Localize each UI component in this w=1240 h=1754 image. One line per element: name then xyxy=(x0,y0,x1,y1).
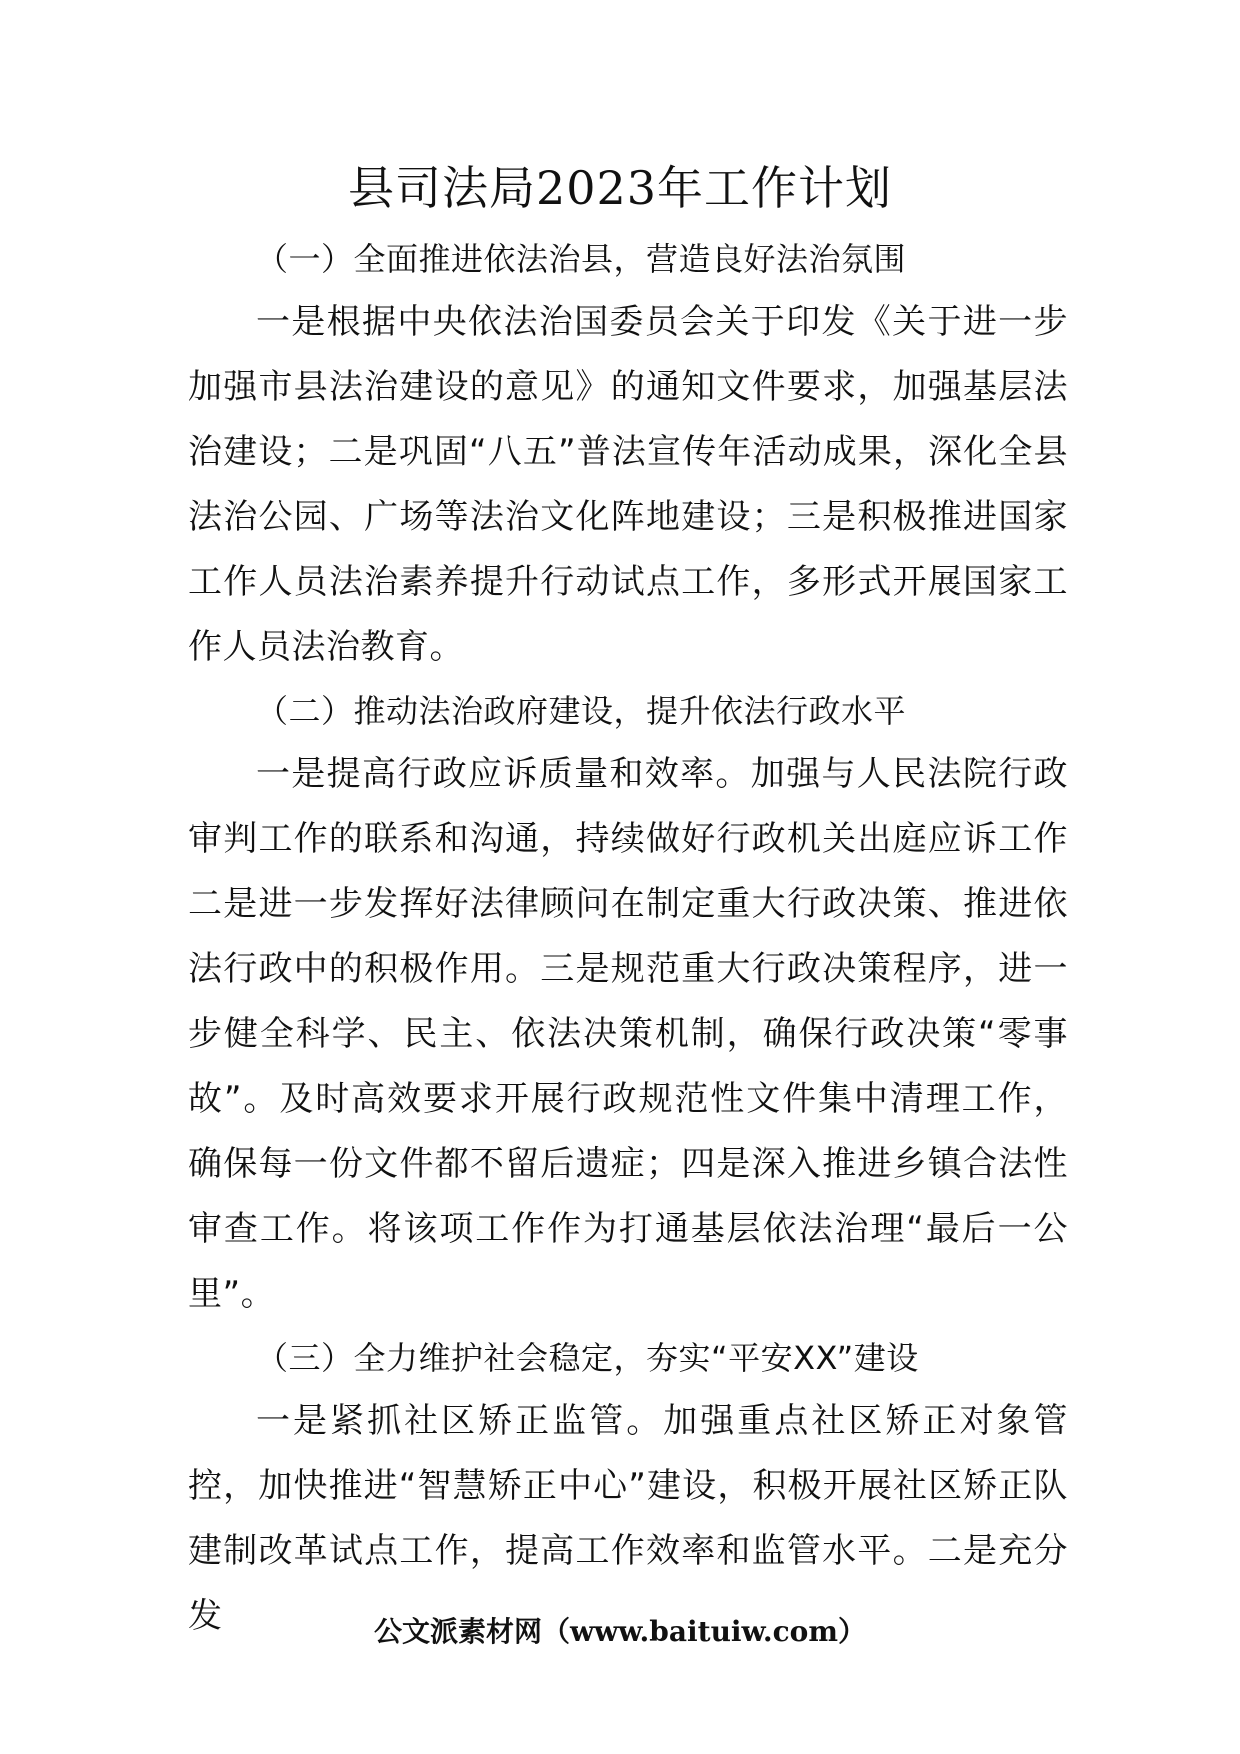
document-title: 县司法局2023年工作计划 xyxy=(347,161,893,215)
section-paragraph-2: 一是提高行政应诉质量和效率。加强与人民法院行政审判工作的联系和沟通，持续做好行政机关出庭应诉工作二是进一步发挥好法律顾问在制定重大行政决策、推进依法行政中的积极作用。三是规范重大行政决策程序，进一步健全科学、民主、依法决策机制，确保行政决策“零事故”。及时高效要求开展行政规范性文件集中清理工作，确保每一份文件都不留后遗症；四是深入推进乡镇合法性审查工作。将该项工作作为打通基层依法治理“最后一公里”。 xyxy=(188,754,1068,1314)
section-paragraph-1: 一是根据中央依法治国委员会关于印发《关于进一步加强市县法治建设的意见》的通知文件要求，加强基层法治建设；二是巩固“八五”普法宣传年活动成果，深化全县法治公园、广场等法治文化阵地建设；三是积极推进国家工作人员法治素养提升行动试点工作，多形式开展国家工作人员法治教育。 xyxy=(188,302,1068,667)
section-heading-3: （三）全力维护社会稳定，夯实“平安XX”建设 xyxy=(256,1339,919,1377)
section-heading-2: （二）推动法治政府建设，提升依法行政水平 xyxy=(256,692,907,730)
document-body xyxy=(188,228,1068,1649)
section-heading-1: （一）全面推进依法治县，营造良好法治氛围 xyxy=(256,240,907,278)
watermark-footer: 公文派素材网（www.baituiw.com） xyxy=(374,1615,866,1648)
section-paragraph-3: 一是紧抓社区矫正监管。加强重点社区矫正对象管控，加快推进“智慧矫正中心”建设，积极开展社区矫正队建制改革试点工作，提高工作效率和监管水平。二是充分发 xyxy=(188,1401,1068,1636)
